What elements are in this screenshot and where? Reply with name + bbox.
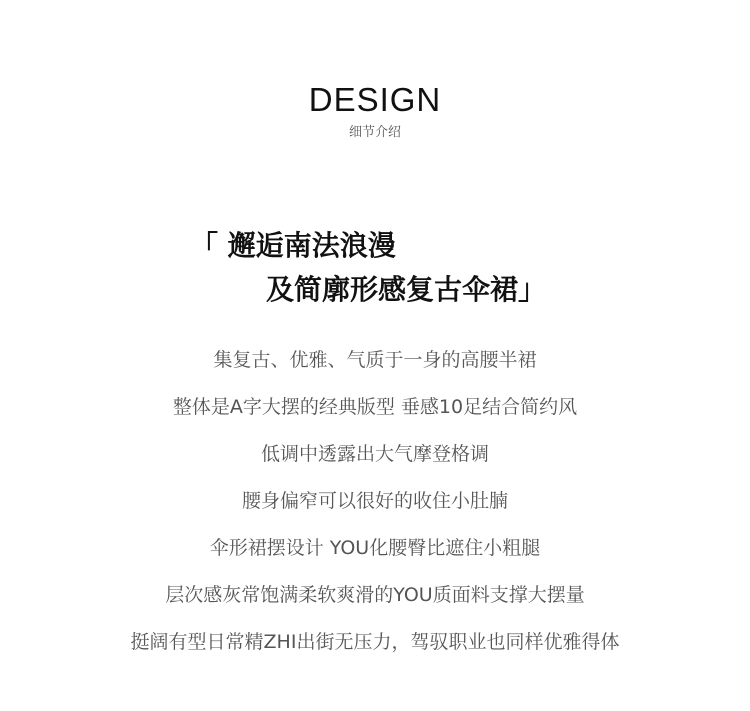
- description-line: 层次感灰常饱满柔软爽滑的YOU质面料支撑大摆量: [165, 584, 585, 606]
- description-line: 挺阔有型日常精ZHI出街无压力，驾驭职业也同样优雅得体: [130, 631, 620, 653]
- section-heading: [0, 80, 750, 142]
- description-line: 伞形裙摆设计 YOU化腰臀比遮住小粗腿: [209, 537, 541, 559]
- description-line: 整体是A字大摆的经典版型 垂感10足结合简约风: [172, 396, 578, 418]
- section-title: DESIGN: [308, 81, 442, 118]
- section-subtitle: 细节介绍: [348, 125, 401, 140]
- description-line: 集复古、优雅、气质于一身的高腰半裙: [213, 349, 537, 371]
- description-line: 低调中透露出大气摩登格调: [260, 443, 489, 465]
- quote-line-2: 及简廓形感复古伞裙」: [266, 273, 547, 306]
- quote-line-1: 「 邂逅南法浪漫: [190, 229, 396, 262]
- description-line: 腰身偏窄可以很好的收住小肚腩: [241, 490, 508, 512]
